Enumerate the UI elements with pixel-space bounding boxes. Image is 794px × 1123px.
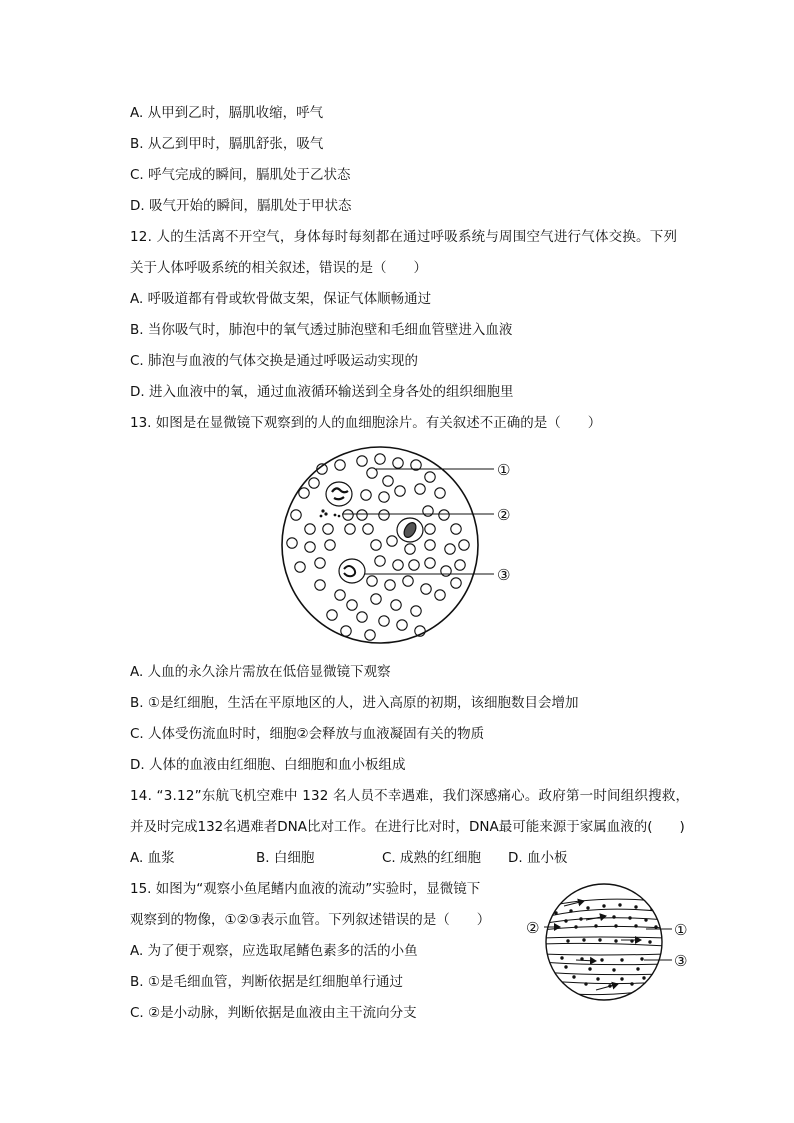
red-blood-cell [409, 560, 419, 570]
q13-option-d: D. 人体的血液由红细胞、白细胞和血小板组成 [130, 757, 406, 773]
red-blood-cell [387, 536, 397, 546]
q14-option-b: B. 白细胞 [256, 850, 315, 866]
blood-cell-dot [560, 956, 563, 959]
white-blood-cell-1 [326, 482, 352, 506]
red-blood-cell [335, 460, 345, 470]
q14-stem-line2: 并及时完成132名遇难者DNA比对工作。在进行比对时，DNA最可能来源于家属血液的( ) [130, 819, 685, 835]
red-blood-cell [335, 590, 345, 600]
blood-cell-dot [628, 916, 631, 919]
red-blood-cell [385, 580, 395, 590]
label-2: ② [526, 919, 540, 937]
label-3: ③ [497, 566, 511, 584]
platelets [320, 509, 341, 517]
red-blood-cell [391, 600, 401, 610]
label-1: ① [674, 921, 688, 939]
q14-stem-line1: 14. “3.12”东航飞机空难中 132 名人员不幸遇难，我们深感痛心。政府第一时间组织搜救， [130, 788, 690, 804]
microscope-field [282, 447, 478, 643]
red-blood-cell [367, 576, 377, 586]
red-blood-cell [435, 488, 445, 498]
red-blood-cell [315, 558, 325, 568]
red-blood-cell [347, 600, 357, 610]
blood-cell-dot [634, 924, 637, 927]
red-blood-cell [357, 456, 367, 466]
red-blood-cell [371, 594, 381, 604]
red-blood-cell [343, 510, 353, 520]
fish-tail-blood-flow-figure [526, 880, 696, 1010]
blood-cell-dot [584, 982, 587, 985]
blood-cell-dot [640, 957, 643, 960]
blood-smear-figure [280, 445, 520, 650]
red-blood-cell [451, 524, 461, 534]
blood-cell-dot [600, 958, 603, 961]
q15-stem-line1: 15. 如图为“观察小鱼尾鳍内血液的流动”实验时，显微镜下 [130, 881, 481, 897]
red-blood-cell [299, 488, 309, 498]
blood-cell-dot [598, 938, 601, 941]
white-blood-cell-2 [397, 518, 423, 542]
red-blood-cell [451, 578, 461, 588]
q15-option-b: B. ①是毛细血管，判断依据是红细胞单行通过 [130, 974, 403, 990]
q13-option-a: A. 人血的永久涂片需放在低倍显微镜下观察 [130, 664, 391, 680]
q15-option-c: C. ②是小动脉，判断依据是血液由主干流向分支 [130, 1005, 417, 1021]
red-blood-cell [395, 486, 405, 496]
blood-cell-dot [602, 904, 605, 907]
red-blood-cell [309, 478, 319, 488]
red-blood-cell [397, 620, 407, 630]
q11-option-c: C. 呼气完成的瞬间，膈肌处于乙状态 [130, 167, 351, 183]
red-blood-cell [455, 560, 465, 570]
q12-stem-line2: 关于人体呼吸系统的相关叙述，错误的是（ ） [130, 260, 427, 276]
blood-cell-dot [648, 940, 651, 943]
red-blood-cell [383, 476, 393, 486]
red-blood-cell [375, 454, 385, 464]
q13-option-b: B. ①是红细胞，生活在平原地区的人，进入高原的初期，该细胞数目会增加 [130, 695, 579, 711]
label-3: ③ [674, 952, 688, 970]
blood-cell-dot [620, 958, 623, 961]
red-blood-cell [425, 524, 435, 534]
q15-stem-line2: 观察到的物像，①②③表示血管。下列叙述错误的是（ ） [130, 912, 491, 928]
blood-cell-dot [582, 938, 585, 941]
red-blood-cell [439, 510, 449, 520]
red-blood-cell [295, 562, 305, 572]
blood-cell-dot [634, 905, 637, 908]
q14-option-c: C. 成熟的红细胞 [382, 850, 482, 866]
red-blood-cell [425, 540, 435, 550]
red-blood-cell [327, 610, 337, 620]
red-blood-cell [393, 458, 403, 468]
red-blood-cell [393, 560, 403, 570]
blood-cell-dot [656, 968, 659, 971]
red-blood-cell [325, 540, 335, 550]
red-blood-cell [379, 510, 389, 520]
red-blood-cell [403, 576, 413, 586]
red-blood-cell [357, 612, 367, 622]
blood-cell-dot [614, 924, 617, 927]
red-blood-cell [445, 544, 455, 554]
red-blood-cell [363, 524, 373, 534]
q11-option-a: A. 从甲到乙时，膈肌收缩，呼气 [130, 105, 324, 121]
red-blood-cell [365, 630, 375, 640]
q15-option-a: A. 为了便于观察，应选取尾鳍色素多的活的小鱼 [130, 943, 418, 959]
blood-cell-dot [654, 925, 657, 928]
red-blood-cell [367, 468, 377, 478]
q12-stem-line1: 12. 人的生活离不开空气，身体每时每刻都在通过呼吸系统与周围空气进行气体交换。下列 [130, 229, 678, 245]
red-blood-cells [287, 454, 469, 640]
red-blood-cell [425, 558, 435, 568]
q13-stem: 13. 如图是在显微镜下观察到的人的血细胞涂片。有关叙述不正确的是（ ） [130, 415, 602, 431]
red-blood-cell [305, 542, 315, 552]
red-blood-cell [375, 556, 385, 566]
blood-cell-dot [630, 982, 633, 985]
red-blood-cell [357, 510, 367, 520]
q14-options [130, 848, 650, 868]
blood-cell-dot [642, 976, 645, 979]
q14-option-a: A. 血浆 [130, 850, 175, 866]
label-2: ② [497, 506, 511, 524]
blood-cell-dot [594, 924, 597, 927]
blood-cell-dot [569, 909, 572, 912]
red-blood-cell [291, 510, 301, 520]
q13-option-c: C. 人体受伤流血时时，细胞②会释放与血液凝固有关的物质 [130, 726, 485, 742]
q12-option-b: B. 当你吸气时，肺泡中的氧气透过肺泡壁和毛细血管壁进入血液 [130, 322, 513, 338]
red-blood-cell [435, 590, 445, 600]
red-blood-cell [421, 584, 431, 594]
red-blood-cell [423, 506, 433, 516]
red-blood-cell [411, 606, 421, 616]
blood-cell-dot [644, 918, 647, 921]
red-blood-cell [379, 616, 389, 626]
red-blood-cell [459, 540, 469, 550]
label-1: ① [497, 461, 511, 479]
blood-cell-dot [572, 975, 575, 978]
blood-cell-dot [618, 903, 621, 906]
blood-cell-dot [614, 939, 617, 942]
red-blood-cell [361, 490, 371, 500]
blood-cell-dot [554, 911, 557, 914]
red-blood-cell [405, 544, 415, 554]
blood-cell-dot [588, 967, 591, 970]
blood-cell-dot [564, 965, 567, 968]
red-blood-cell [415, 484, 425, 494]
red-blood-cell [305, 524, 315, 534]
q12-option-d: D. 进入血液中的氧，通过血液循环输送到全身各处的组织细胞里 [130, 384, 514, 400]
q14-option-d: D. 血小板 [508, 850, 568, 866]
q12-option-c: C. 肺泡与血液的气体交换是通过呼吸运动实现的 [130, 353, 419, 369]
red-blood-cell [441, 566, 451, 576]
red-blood-cell [371, 540, 381, 550]
blood-cell-dot [586, 906, 589, 909]
blood-cell-dot [579, 917, 582, 920]
blood-cell-dot [564, 919, 567, 922]
red-blood-cell [341, 626, 351, 636]
red-blood-cell [315, 580, 325, 590]
white-blood-cell-3 [339, 559, 365, 583]
blood-cell-dot [620, 977, 623, 980]
q11-option-d: D. 吸气开始的瞬间，膈肌处于甲状态 [130, 198, 352, 214]
blood-cell-dot [596, 977, 599, 980]
q12-option-a: A. 呼吸道都有骨或软骨做支架，保证气体顺畅通过 [130, 291, 432, 307]
blood-cell-dot [612, 915, 615, 918]
blood-cell-dot [636, 967, 639, 970]
red-blood-cell [379, 492, 389, 502]
red-blood-cell [345, 524, 355, 534]
red-blood-cell [425, 472, 435, 482]
red-blood-cell [323, 524, 333, 534]
blood-cell-dot [566, 939, 569, 942]
blood-cell-dot [612, 968, 615, 971]
q11-option-b: B. 从乙到甲时，膈肌舒张，吸气 [130, 136, 324, 152]
blood-cell-dot [574, 925, 577, 928]
red-blood-cell [287, 538, 297, 548]
